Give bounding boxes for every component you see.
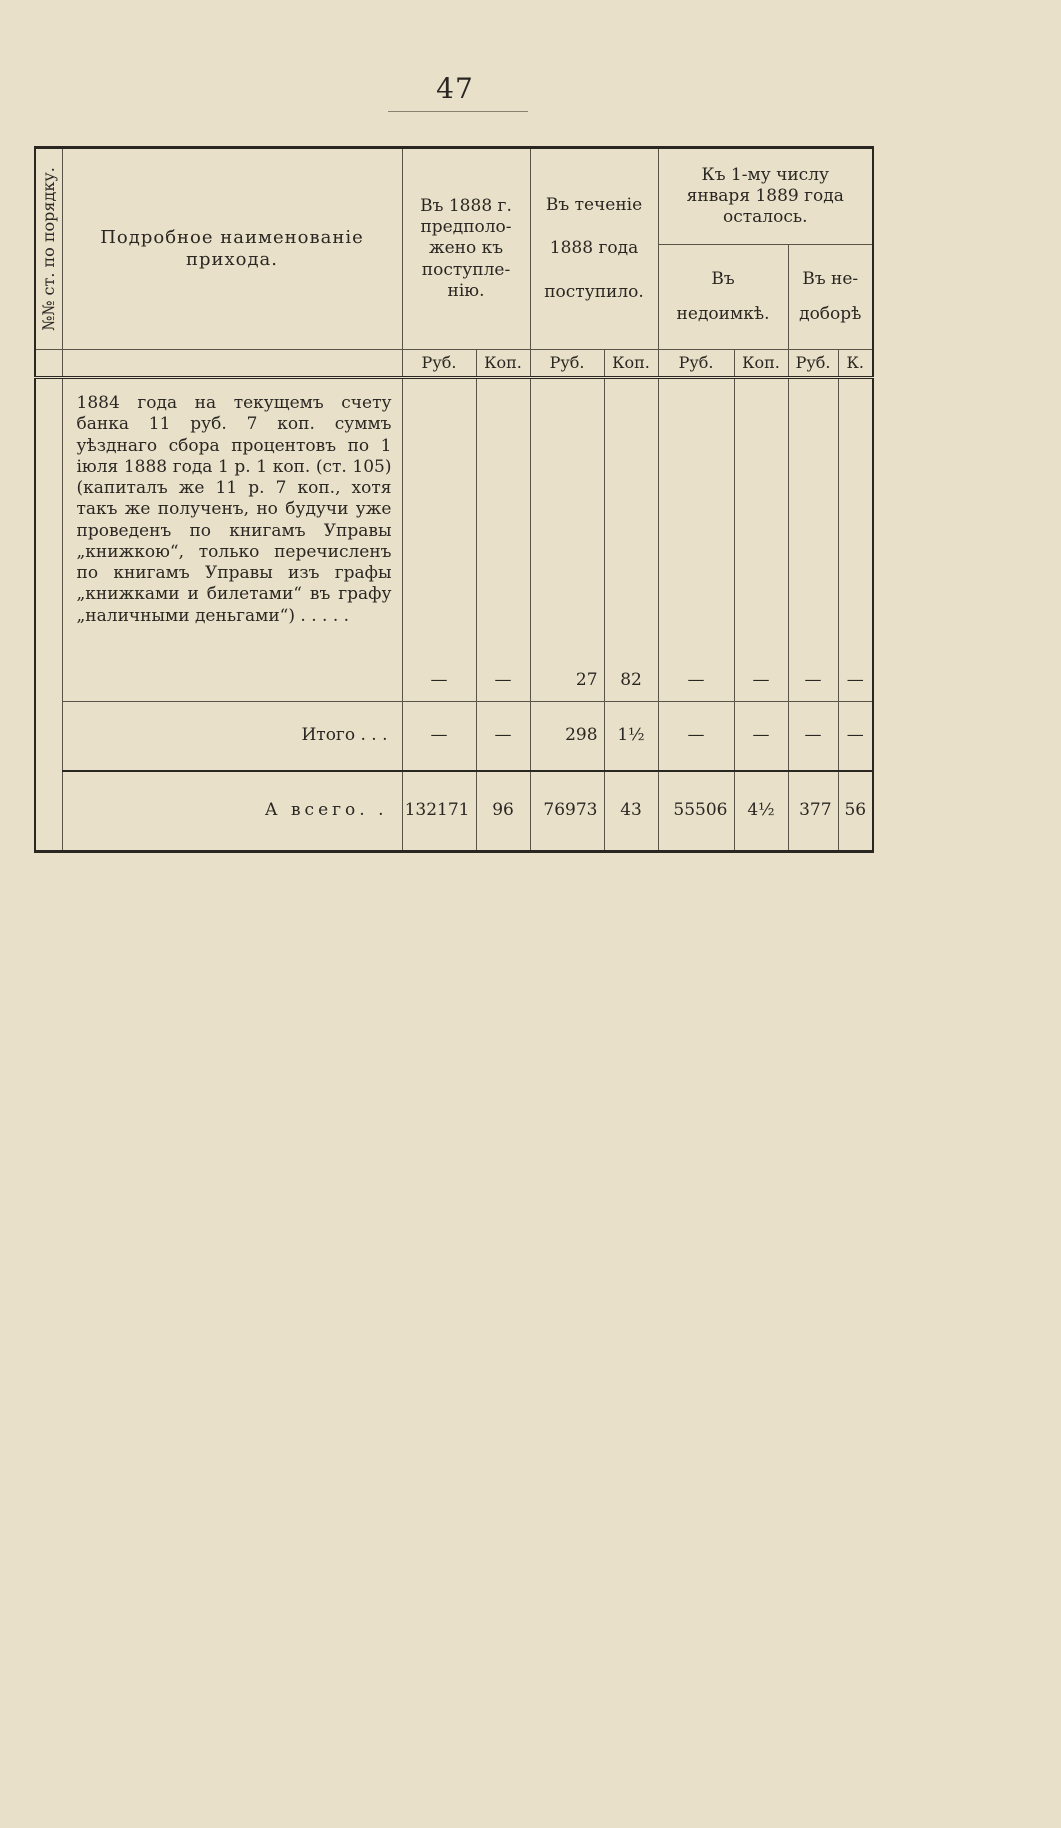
subtotal-row — [35, 702, 873, 772]
total-received-kop: 43 — [604, 771, 658, 852]
header-row-main — [35, 148, 873, 245]
total-arrears-rub: 55506 — [658, 771, 734, 852]
entry-planned-kop: — — [476, 378, 530, 702]
unit-rub: Руб. — [658, 350, 734, 378]
entry-arrears-rub: — — [658, 378, 734, 702]
subtotal-label: Итого . . . — [62, 702, 402, 772]
subtotal-arrears-kop: — — [734, 702, 788, 772]
row-number-cell — [35, 702, 62, 772]
page-number: 47 — [436, 72, 474, 105]
unit-kop: Коп. — [604, 350, 658, 378]
unit-rub: Руб. — [530, 350, 604, 378]
page-number-rule — [388, 111, 528, 112]
subtotal-received-kop: 1½ — [604, 702, 658, 772]
entry-planned-rub: — — [402, 378, 476, 702]
grand-total-row — [35, 771, 873, 852]
subtotal-received-rub: 298 — [530, 702, 604, 772]
units-row — [35, 350, 873, 378]
subtotal-planned-kop: — — [476, 702, 530, 772]
unit-kop: Коп. — [476, 350, 530, 378]
unit-k: К. — [838, 350, 873, 378]
entry-description: 1884 года на текущемъ счету банка 11 руб. 7 коп. суммъ уѣзднаго сбора процентовъ по 1 іюля 1888 года 1 р. 1 коп. (ст. 105) (капиталъ же 11 р. 7 коп., хотя такъ же полученъ, но будучи уже проведенъ по книгамъ Управы „книжкою“, только перечисленъ по книгамъ Управы изъ графы „книжками и билетами“ въ графу „наличными деньгами“) . . . . . — [62, 378, 402, 702]
received-column-header: Въ теченіе 1888 года поступило. — [530, 148, 658, 350]
subtotal-shortfall-rub: — — [788, 702, 838, 772]
subtotal-arrears-rub: — — [658, 702, 734, 772]
subtotal-planned-rub: — — [402, 702, 476, 772]
unit-rub: Руб. — [788, 350, 838, 378]
units-cell-empty — [35, 350, 62, 378]
total-shortfall-kop: 56 — [838, 771, 873, 852]
planned-column-header: Въ 1888 г. предполо- жено къ поступле- нію. — [402, 148, 530, 350]
remaining-group-header: Къ 1-му числу января 1889 года осталось. — [658, 148, 873, 245]
entry-shortfall-rub: — — [788, 378, 838, 702]
entry-arrears-kop: — — [734, 378, 788, 702]
grand-total-label: А всего. . — [62, 771, 402, 852]
unit-kop: Коп. — [734, 350, 788, 378]
row-number-cell — [35, 771, 62, 852]
ledger-table-container — [34, 146, 872, 866]
total-received-rub: 76973 — [530, 771, 604, 852]
row-number-cell — [35, 378, 62, 702]
total-planned-kop: 96 — [476, 771, 530, 852]
name-column-header: Подробное наименованіе прихода. — [62, 148, 402, 350]
subtotal-shortfall-kop: — — [838, 702, 873, 772]
total-shortfall-rub: 377 — [788, 771, 838, 852]
ledger-table — [34, 146, 874, 853]
entry-shortfall-kop: — — [838, 378, 873, 702]
table-row — [35, 378, 873, 702]
total-arrears-kop: 4½ — [734, 771, 788, 852]
entry-received-rub: 27 — [530, 378, 604, 702]
total-planned-rub: 132171 — [402, 771, 476, 852]
shortfall-column-header: Въ не- доборѣ — [788, 245, 873, 350]
entry-received-kop: 82 — [604, 378, 658, 702]
arrears-column-header: Въ недоимкѣ. — [658, 245, 788, 350]
number-column-header: №№ ст. по порядку. — [38, 167, 58, 331]
units-cell-empty — [62, 350, 402, 378]
unit-rub: Руб. — [402, 350, 476, 378]
